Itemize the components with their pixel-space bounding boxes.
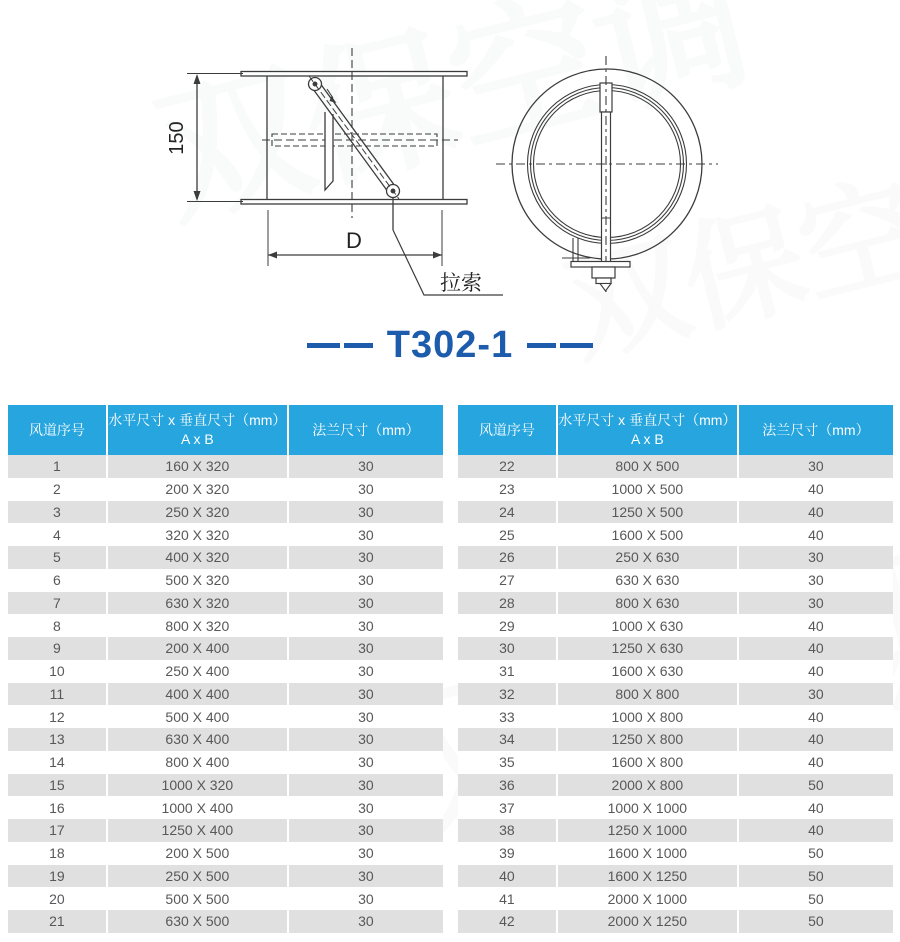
- flange-size-cell: 30: [287, 637, 443, 660]
- table-row: [458, 705, 893, 728]
- flange-size-cell: 30: [287, 774, 443, 797]
- size-cell: 1250 X 500: [556, 501, 737, 524]
- header-flange-size: 法兰尺寸（mm）: [737, 405, 893, 455]
- table-row: [8, 660, 443, 683]
- flange-size-cell: 30: [287, 455, 443, 478]
- flange-size-cell: 30: [287, 546, 443, 569]
- size-cell: 320 X 320: [106, 523, 287, 546]
- table-row: [8, 887, 443, 910]
- duct-number-cell: 17: [8, 819, 106, 842]
- table-row: [8, 751, 443, 774]
- duct-number-cell: 31: [458, 660, 556, 683]
- duct-number-cell: 5: [8, 546, 106, 569]
- flange-size-cell: 30: [287, 683, 443, 706]
- table-row: [458, 637, 893, 660]
- duct-number-cell: 34: [458, 728, 556, 751]
- header-size: [556, 405, 737, 455]
- flange-size-cell: 40: [737, 523, 893, 546]
- duct-number-cell: 18: [8, 842, 106, 865]
- size-cell: 2000 X 1250: [556, 910, 737, 933]
- table-row: [458, 842, 893, 865]
- table-row: [458, 774, 893, 797]
- damper-side-view: [166, 48, 503, 295]
- duct-number-cell: 26: [458, 546, 556, 569]
- duct-number-cell: 11: [8, 683, 106, 706]
- table-header-row: [8, 405, 443, 455]
- table-row: [458, 910, 893, 933]
- duct-number-cell: 7: [8, 592, 106, 615]
- header-duct-number: 风道序号: [458, 405, 556, 455]
- flange-size-cell: 50: [737, 887, 893, 910]
- dimension-D: [268, 210, 442, 266]
- size-cell: 1000 X 630: [556, 614, 737, 637]
- flange-size-cell: 30: [737, 592, 893, 615]
- table-row: [8, 774, 443, 797]
- model-title: T302-1: [386, 323, 514, 366]
- size-cell: 2000 X 800: [556, 774, 737, 797]
- size-cell: 1000 X 500: [556, 478, 737, 501]
- size-cell: 250 X 320: [106, 501, 287, 524]
- shaft-bracket: [562, 238, 630, 291]
- duct-number-cell: 36: [458, 774, 556, 797]
- size-cell: 200 X 320: [106, 478, 287, 501]
- cable-label: 拉索: [440, 272, 482, 295]
- duct-number-cell: 35: [458, 751, 556, 774]
- flange-size-cell: 30: [737, 569, 893, 592]
- size-cell: 630 X 400: [106, 728, 287, 751]
- table-row: [8, 455, 443, 478]
- flange-size-cell: 30: [287, 501, 443, 524]
- table-row: [8, 614, 443, 637]
- duct-number-cell: 32: [458, 683, 556, 706]
- flange-size-cell: 30: [737, 546, 893, 569]
- table-row: [458, 751, 893, 774]
- size-cell: 1000 X 1000: [556, 796, 737, 819]
- flange-size-cell: 30: [287, 751, 443, 774]
- lever-arm: [309, 76, 400, 199]
- flange-size-cell: 40: [737, 728, 893, 751]
- flange-size-cell: 30: [287, 478, 443, 501]
- size-cell: 400 X 400: [106, 683, 287, 706]
- table-row: [8, 637, 443, 660]
- model-title-row: [0, 322, 900, 368]
- size-cell: 1600 X 500: [556, 523, 737, 546]
- flange-size-cell: 50: [737, 865, 893, 888]
- flange-size-cell: 30: [287, 796, 443, 819]
- table-row: [8, 501, 443, 524]
- size-cell: 1000 X 400: [106, 796, 287, 819]
- table-row: [8, 819, 443, 842]
- flange-size-cell: 30: [287, 523, 443, 546]
- duct-number-cell: 33: [458, 705, 556, 728]
- size-cell: 500 X 500: [106, 887, 287, 910]
- size-cell: 630 X 320: [106, 592, 287, 615]
- duct-number-cell: 10: [8, 660, 106, 683]
- table-row: [458, 478, 893, 501]
- size-cell: 1250 X 630: [556, 637, 737, 660]
- duct-number-cell: 38: [458, 819, 556, 842]
- spec-table-left: [8, 405, 443, 933]
- duct-number-cell: 2: [8, 478, 106, 501]
- table-row: [458, 546, 893, 569]
- table-header-row: [458, 405, 893, 455]
- duct-number-cell: 13: [8, 728, 106, 751]
- header-size-line2: A x B: [631, 431, 664, 447]
- technical-drawing: [0, 0, 900, 320]
- table-row: [8, 569, 443, 592]
- size-cell: 1600 X 800: [556, 751, 737, 774]
- flange-size-cell: 30: [287, 910, 443, 933]
- flange-size-cell: 30: [287, 842, 443, 865]
- table-row: [458, 660, 893, 683]
- title-left-dashes: [307, 343, 373, 348]
- flange-size-cell: 50: [737, 842, 893, 865]
- table-row: [458, 887, 893, 910]
- size-cell: 160 X 320: [106, 455, 287, 478]
- table-row: [8, 842, 443, 865]
- flange-size-cell: 30: [287, 592, 443, 615]
- duct-number-cell: 21: [8, 910, 106, 933]
- table-row: [458, 592, 893, 615]
- size-cell: 1250 X 1000: [556, 819, 737, 842]
- table-row: [458, 501, 893, 524]
- duct-number-cell: 27: [458, 569, 556, 592]
- table-row: [8, 910, 443, 933]
- size-cell: 250 X 630: [556, 546, 737, 569]
- duct-number-cell: 16: [8, 796, 106, 819]
- size-cell: 800 X 800: [556, 683, 737, 706]
- size-cell: 200 X 500: [106, 842, 287, 865]
- table-row: [458, 614, 893, 637]
- flange-size-cell: 30: [737, 455, 893, 478]
- duct-number-cell: 15: [8, 774, 106, 797]
- table-row: [458, 728, 893, 751]
- spec-tables: [8, 405, 893, 933]
- flange-size-cell: 30: [287, 614, 443, 637]
- duct-number-cell: 20: [8, 887, 106, 910]
- duct-number-cell: 6: [8, 569, 106, 592]
- duct-number-cell: 41: [458, 887, 556, 910]
- flange-size-cell: 40: [737, 819, 893, 842]
- duct-number-cell: 9: [8, 637, 106, 660]
- table-row: [8, 796, 443, 819]
- duct-number-cell: 39: [458, 842, 556, 865]
- duct-number-cell: 8: [8, 614, 106, 637]
- duct-number-cell: 19: [8, 865, 106, 888]
- table-row: [458, 796, 893, 819]
- size-cell: 630 X 500: [106, 910, 287, 933]
- table-row: [8, 523, 443, 546]
- size-cell: 1600 X 1250: [556, 865, 737, 888]
- table-row: [458, 569, 893, 592]
- size-cell: 1600 X 630: [556, 660, 737, 683]
- flange-size-cell: 30: [287, 887, 443, 910]
- height-dim-label: 150: [166, 121, 188, 155]
- size-cell: 800 X 500: [556, 455, 737, 478]
- diameter-dim-label: D: [346, 228, 362, 253]
- flange-size-cell: 30: [287, 819, 443, 842]
- duct-number-cell: 30: [458, 637, 556, 660]
- table-row: [458, 865, 893, 888]
- header-flange-size: 法兰尺寸（mm）: [287, 405, 443, 455]
- header-size: [106, 405, 287, 455]
- flange-size-cell: 40: [737, 637, 893, 660]
- duct-number-cell: 23: [458, 478, 556, 501]
- size-cell: 250 X 400: [106, 660, 287, 683]
- size-cell: 800 X 400: [106, 751, 287, 774]
- header-size-line1: 水平尺寸 x 垂直尺寸（mm）: [558, 412, 737, 429]
- duct-number-cell: 1: [8, 455, 106, 478]
- size-cell: 1250 X 400: [106, 819, 287, 842]
- flange-size-cell: 40: [737, 614, 893, 637]
- table-row: [8, 728, 443, 751]
- table-row: [8, 705, 443, 728]
- size-cell: 400 X 320: [106, 546, 287, 569]
- flange-size-cell: 40: [737, 501, 893, 524]
- size-cell: 500 X 400: [106, 705, 287, 728]
- table-row: [8, 592, 443, 615]
- flange-size-cell: 30: [287, 705, 443, 728]
- table-row: [458, 455, 893, 478]
- flange-size-cell: 50: [737, 774, 893, 797]
- flange-size-cell: 30: [287, 865, 443, 888]
- duct-number-cell: 28: [458, 592, 556, 615]
- dimension-150: [166, 74, 243, 202]
- size-cell: 630 X 630: [556, 569, 737, 592]
- flange-size-cell: 40: [737, 478, 893, 501]
- flange-size-cell: 40: [737, 660, 893, 683]
- header-size-line2: A x B: [181, 431, 214, 447]
- duct-number-cell: 42: [458, 910, 556, 933]
- table-row: [8, 683, 443, 706]
- flange-size-cell: 50: [737, 910, 893, 933]
- duct-number-cell: 25: [458, 523, 556, 546]
- flange-size-cell: 40: [737, 705, 893, 728]
- damper-front-view: [496, 56, 718, 294]
- flange-size-cell: 30: [287, 569, 443, 592]
- header-duct-number: 风道序号: [8, 405, 106, 455]
- table-row: [458, 683, 893, 706]
- flange-size-cell: 40: [737, 796, 893, 819]
- size-cell: 800 X 630: [556, 592, 737, 615]
- size-cell: 1600 X 1000: [556, 842, 737, 865]
- header-size-line1: 水平尺寸 x 垂直尺寸（mm）: [108, 412, 287, 429]
- spec-table-right: [458, 405, 893, 933]
- duct-number-cell: 29: [458, 614, 556, 637]
- flange-size-cell: 40: [737, 751, 893, 774]
- size-cell: 2000 X 1000: [556, 887, 737, 910]
- duct-number-cell: 3: [8, 501, 106, 524]
- size-cell: 800 X 320: [106, 614, 287, 637]
- duct-number-cell: 14: [8, 751, 106, 774]
- duct-number-cell: 37: [458, 796, 556, 819]
- table-row: [8, 546, 443, 569]
- duct-number-cell: 22: [458, 455, 556, 478]
- flange-size-cell: 30: [287, 660, 443, 683]
- duct-number-cell: 40: [458, 865, 556, 888]
- table-row: [458, 523, 893, 546]
- size-cell: 500 X 320: [106, 569, 287, 592]
- duct-number-cell: 12: [8, 705, 106, 728]
- size-cell: 250 X 500: [106, 865, 287, 888]
- table-row: [458, 819, 893, 842]
- size-cell: 1000 X 800: [556, 705, 737, 728]
- table-row: [8, 478, 443, 501]
- table-row: [8, 865, 443, 888]
- size-cell: 1250 X 800: [556, 728, 737, 751]
- flange-size-cell: 30: [287, 728, 443, 751]
- duct-number-cell: 4: [8, 523, 106, 546]
- size-cell: 1000 X 320: [106, 774, 287, 797]
- size-cell: 200 X 400: [106, 637, 287, 660]
- title-right-dashes: [527, 343, 593, 348]
- flange-size-cell: 30: [737, 683, 893, 706]
- duct-number-cell: 24: [458, 501, 556, 524]
